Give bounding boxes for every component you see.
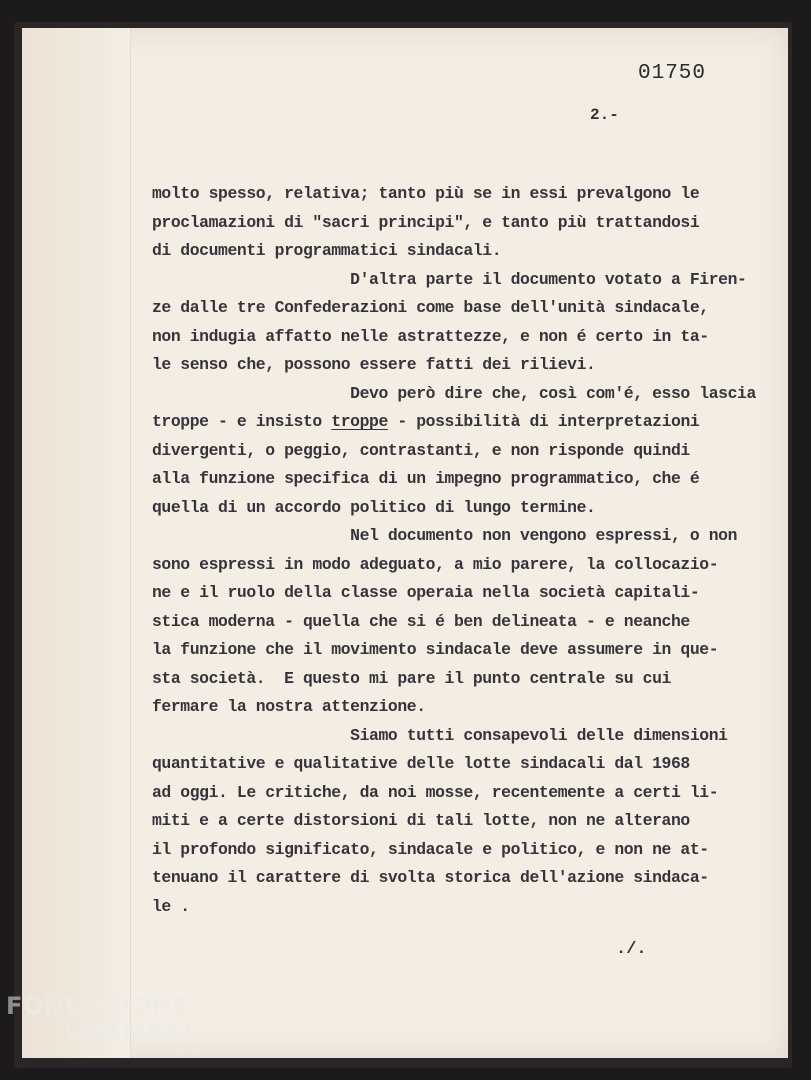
watermark-logo — [6, 990, 226, 1080]
page-number: 2.- — [590, 106, 619, 124]
text-line: alla funzione specifica di un impegno programmatico, che é — [152, 469, 700, 488]
text-line: D'altra parte il documento votato a Firen- — [152, 269, 747, 289]
watermark-line1: FONDAZIONE — [6, 992, 190, 1020]
text-line: quella di un accordo politico di lungo termine. — [152, 497, 596, 517]
page-fold-shade — [22, 28, 131, 1058]
underlined-word: troppe — [331, 412, 388, 431]
text-line: di documenti programmatici sindacali. — [152, 241, 502, 260]
text-line: stica moderna - quella che si é ben delineata - e neanche — [152, 611, 690, 631]
text-line: miti e a certe distorsioni di tali lotte, non ne alterano — [152, 811, 690, 830]
text-line: molto spesso, relativa; tanto più se in essi prevalgono le — [152, 184, 700, 203]
text-line: la funzione che il movimento sindacale deve assumere in que- — [152, 640, 719, 659]
text-line: ne e il ruolo della classe operaia nella società capitali- — [152, 583, 700, 602]
text-line: ad oggi. Le critiche, da noi mosse, recentemente a certi li- — [152, 782, 719, 802]
text-line: Siamo tutti consapevoli delle dimensioni — [152, 725, 728, 745]
text-line: tenuano il carattere di svolta storica dell'azione sindaca- — [152, 868, 709, 887]
text-line-start: troppe - e insisto — [152, 412, 332, 431]
text-line: quantitative e qualitative delle lotte sindacali dal 1968 — [152, 754, 690, 773]
text-line: fermare la nostra attenzione. — [152, 697, 426, 716]
text-line: le senso che, possono essere fatti dei rilievi. — [152, 355, 596, 374]
typed-body-text — [152, 180, 772, 921]
watermark-line2: GRAMSCI — [64, 1018, 192, 1046]
text-line: sono espressi in modo adeguato, a mio parere, la collocazio- — [152, 554, 719, 574]
text-line-end: - possibilità di interpretazioni — [387, 412, 700, 431]
text-line: le . — [152, 896, 190, 916]
text-line: il profondo significato, sindacale e politico, e non ne at- — [152, 839, 709, 859]
continuation-mark: ./. — [616, 940, 647, 959]
watermark-suffix: onlus — [176, 1046, 201, 1056]
text-line: ze dalle tre Confederazioni come base dell'unità sindacale, — [152, 298, 709, 317]
text-line: divergenti, o peggio, contrastanti, e non risponde quindi — [152, 440, 690, 460]
archive-number: 01750 — [638, 62, 707, 85]
document-page — [22, 28, 788, 1058]
text-line: sta società. E questo mi pare il punto centrale su cui — [152, 668, 671, 688]
text-line: Nel documento non vengono espressi, o non — [152, 526, 738, 545]
text-line: non indugia affatto nelle astrattezze, e non é certo in ta- — [152, 326, 709, 346]
text-line: Devo però dire che, così com'é, esso lascia — [152, 383, 756, 403]
text-line: proclamazioni di "sacri principi", e tanto più trattandosi — [152, 212, 700, 232]
text-line-underlined — [152, 408, 772, 437]
